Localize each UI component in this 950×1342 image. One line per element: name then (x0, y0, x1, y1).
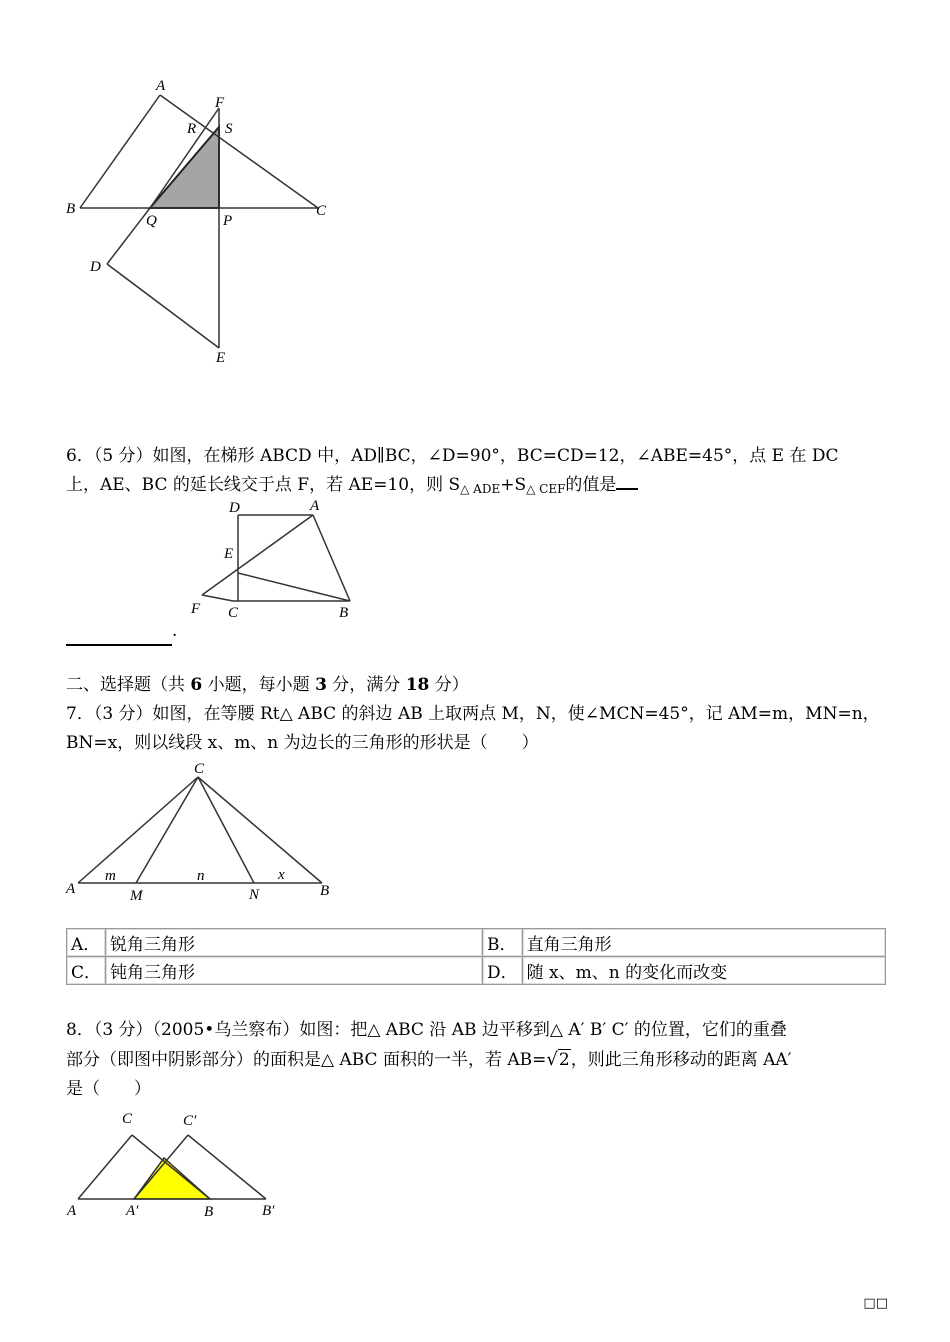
q6-sub-ade: △ ADE (460, 482, 501, 496)
option-d-text[interactable]: 随 x、m、n 的变化而改变 (522, 957, 885, 985)
label-F: F (215, 95, 225, 111)
label-m: m (105, 868, 116, 884)
label-Q: Q (146, 213, 157, 229)
label-B: B (339, 605, 349, 621)
label-D: D (229, 500, 240, 516)
page-footer: □□ (863, 1296, 888, 1311)
figure-q7 (60, 757, 350, 907)
sqrt-value: 2 (558, 1050, 570, 1070)
label-C: C (122, 1111, 133, 1127)
q6-line2 (66, 471, 839, 504)
q7-line1: 7．（3 分）如图，在等腰 Rt△ ABC 的斜边 AB 上取两点 M，N，使∠MCN=45°，记 AM=m，MN=n， (66, 704, 880, 724)
option-d-key: D． (483, 957, 523, 985)
label-N: N (249, 887, 260, 903)
section-2-total: 18 (405, 675, 430, 695)
q6-line2-end: 的值是 (565, 475, 617, 495)
option-c-key: C． (67, 957, 106, 985)
question-7 (66, 700, 880, 758)
option-b-text[interactable]: 直角三角形 (522, 929, 885, 957)
q7-options-table (66, 928, 886, 985)
shaded-overlap-triangle (134, 1158, 210, 1199)
label-A: A (66, 881, 76, 897)
section-2-per: 3 (315, 675, 327, 695)
label-C-prime: C′ (183, 1113, 197, 1129)
q8-line2-end: ，则此三角形移动的距离 AA′ (570, 1050, 792, 1070)
q7-line2: BN=x，则以线段 x、m、n 为边长的三角形的形状是（ ） (66, 733, 539, 753)
q6-line1: 6．（5 分）如图，在梯形 ABCD 中，AD∥BC，∠D=90°，BC=CD=12，∠ABE=45°，点 E 在 DC (66, 446, 839, 466)
label-P: P (223, 213, 233, 229)
label-B-prime: B′ (262, 1203, 275, 1219)
label-A: A (310, 498, 320, 514)
q8-line3: 是（ ） (66, 1079, 151, 1099)
shaded-triangle-qps (150, 127, 219, 208)
section-2-mid1: 小题，每小题 (202, 675, 316, 695)
q8-line2-text: 部分（即图中阴影部分）的面积是△ ABC 面积的一半，若 AB= (66, 1050, 547, 1070)
label-A: A (156, 78, 166, 94)
label-A: A (67, 1203, 77, 1219)
question-8 (66, 1016, 792, 1104)
q6-period: . (172, 621, 178, 641)
label-n: n (197, 868, 205, 884)
label-B: B (204, 1204, 214, 1220)
question-6 (66, 442, 839, 504)
label-E: E (216, 350, 226, 366)
label-S: S (225, 121, 233, 137)
label-C: C (228, 605, 239, 621)
q8-line2 (66, 1045, 792, 1075)
label-A-prime: A′ (126, 1203, 139, 1219)
section-2-count: 6 (190, 675, 203, 695)
options-row (67, 957, 886, 985)
answer-blank (66, 628, 172, 646)
label-F: F (191, 601, 201, 617)
figure-q5 (60, 75, 400, 375)
q6-sub-cef: △ CEF (526, 482, 566, 496)
sqrt-symbol: √ (546, 1049, 558, 1070)
label-B: B (66, 201, 76, 217)
label-C: C (194, 761, 205, 777)
option-b-key: B． (483, 929, 523, 957)
q6-plus: +S (500, 475, 527, 495)
figure-q8 (60, 1105, 300, 1220)
figure-q6 (188, 495, 388, 625)
option-c-text[interactable]: 钝角三角形 (106, 957, 483, 985)
label-D: D (90, 259, 101, 275)
section-2-prefix: 二、选择题（共 (66, 675, 191, 695)
label-E: E (224, 546, 234, 562)
q6-line2-text: 上，AE、BC 的延长线交于点 F，若 AE=10，则 S (66, 475, 461, 495)
section-2-mid2: 分，满分 (326, 675, 406, 695)
label-B: B (320, 883, 330, 899)
section-2-heading (66, 671, 469, 700)
label-x: x (278, 867, 285, 883)
answer-blank-line (66, 617, 177, 646)
option-a-text[interactable]: 锐角三角形 (106, 929, 483, 957)
label-R: R (187, 121, 197, 137)
answer-blank-start (616, 472, 638, 490)
q8-line1: 8．（3 分）（2005•乌兰察布）如图：把△ ABC 沿 AB 边平移到△ A′ B′ C′ 的位置，它们的重叠 (66, 1020, 787, 1040)
label-M: M (130, 888, 143, 904)
section-2-suffix: 分） (429, 675, 469, 695)
options-row (67, 929, 886, 957)
option-a-key: A． (67, 929, 106, 957)
label-C: C (316, 203, 327, 219)
